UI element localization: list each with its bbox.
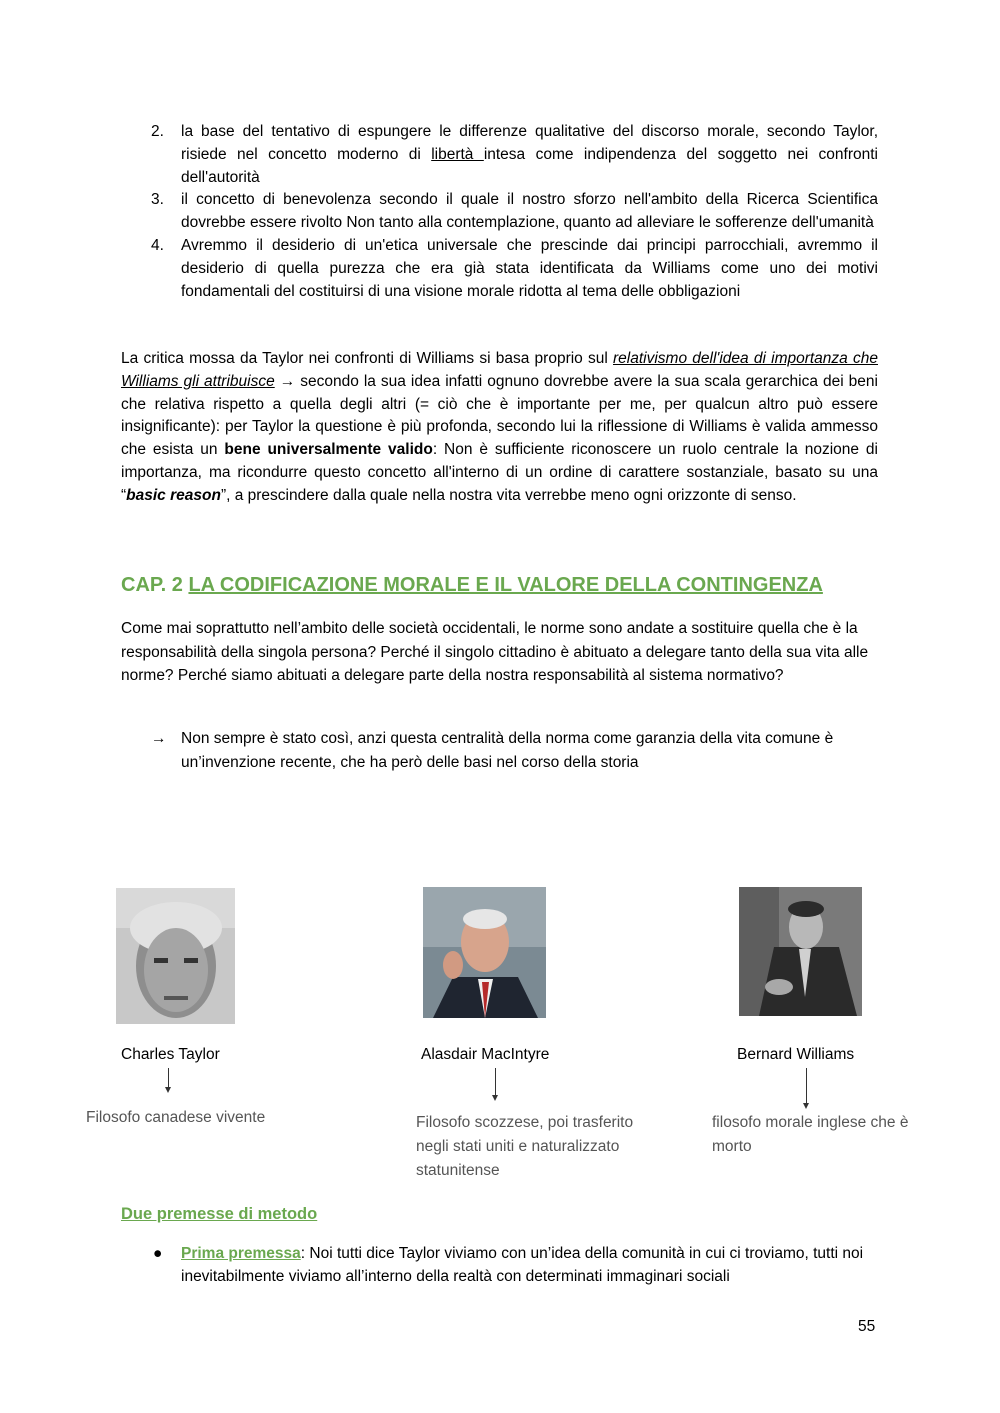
philosopher-caption: Filosofo scozzese, poi trasferito negli stati uniti e naturalizzato statunitense (416, 1114, 634, 1179)
bullet-item (121, 1243, 878, 1289)
bullet-icon: ● (153, 1245, 163, 1262)
philosopher-name: Alasdair MacIntyre (421, 1046, 550, 1063)
bold-term: bene universalmente valido (224, 441, 433, 459)
arrow-item (121, 727, 878, 774)
chapter-prefix: CAP. 2 (121, 574, 189, 596)
down-arrow-line (495, 1068, 496, 1096)
down-arrow-icon (803, 1103, 809, 1109)
chapter-title: LA CODIFICAZIONE MORALE E IL VALORE DELLA CONTINGENZA (188, 574, 823, 596)
list-number: 2. (151, 123, 164, 140)
critica-paragraph (121, 348, 878, 508)
list-number: 4. (151, 236, 164, 254)
down-arrow-icon (492, 1095, 498, 1101)
portrait-alasdair-macintyre (423, 887, 546, 1018)
list-item (121, 189, 878, 235)
arrow-icon: → (151, 730, 167, 747)
portrait-charles-taylor (116, 888, 235, 1024)
arrow-item-text: Non sempre è stato così, anzi questa centralità della norma come garanzia della vita comune è un’invenzione recente, che ha però delle basi nel corso della storia (181, 730, 834, 771)
bullet-label: Prima premessa (181, 1245, 301, 1262)
chapter-heading (121, 574, 823, 597)
text-run: ”, a prescindere dalla quale nella nostra vita verrebbe meno ogni orizzonte di senso. (220, 486, 797, 504)
philosopher-name: Bernard Williams (737, 1046, 855, 1063)
intro-paragraph: Come mai soprattutto nell’ambito delle società occidentali, le norme sono andate a sostituire quella che è la responsabilità della singola persona? Perché il singolo cittadino è abituato a delegare tanto della sua vita alle norme? Perché siamo abituati a delegare parte della nostra responsabilità al sistema normativo? (121, 620, 869, 685)
numbered-list (121, 121, 878, 303)
page-number: 55 (858, 1318, 876, 1335)
philosopher-caption: Filosofo canadese vivente (86, 1109, 266, 1126)
bullet-body: : Noi tutti dice Taylor viviamo con un’idea della comunità in cui ci troviamo, tutti noi inevitabilmente viviamo all’interno della realtà con determinati immaginari sociali (181, 1245, 864, 1285)
underlined-term: libertà (431, 145, 484, 163)
text-run: : Non è sufficiente riconoscere un ruolo centrale la nozione di importanza, ma ricondurre questo concetto all'interno di un ordine di carattere sostanziale, basato su una “ (121, 441, 878, 504)
list-item (121, 235, 878, 303)
down-arrow-icon (165, 1087, 171, 1093)
down-arrow-line (806, 1068, 807, 1104)
philosopher-caption: filosofo morale inglese che è morto (712, 1114, 909, 1155)
text-run: La critica mossa da Taylor nei confronti di Williams si basa proprio sul (121, 350, 613, 367)
list-number: 3. (151, 191, 164, 209)
philosopher-name: Charles Taylor (121, 1046, 220, 1063)
bold-italic-term: basic reason (126, 486, 221, 504)
section-subheading: Due premesse di metodo (121, 1205, 318, 1223)
list-text: il concetto di benevolenza secondo il quale il nostro sforzo nell'ambito della Ricerca Scientifica dovrebbe essere rivolto Non tanto alla contemplazione, quanto ad alleviare le sofferenze dell'umanità (181, 191, 878, 232)
emphasis-underlined: relativismo dell'idea di importanza che Williams gli attribuisce (121, 350, 878, 390)
list-text: intesa come indipendenza del soggetto nei confronti dell'autorità (181, 145, 878, 186)
list-text: Avremmo il desiderio di un'etica universale che prescinde dai principi parrocchiali, avremmo il desiderio di quella purezza che era già stata identificata da Williams come uno dei motivi fondamentali del costituirsi di una visione morale ridotta al tema delle obbligazioni (181, 236, 878, 300)
bullet-text (121, 1243, 878, 1289)
portrait-bernard-williams (739, 887, 862, 1016)
down-arrow-line (168, 1068, 169, 1088)
list-item (121, 121, 878, 189)
list-text: la base del tentativo di espungere le differenze qualitative del discorso morale, secondo Taylor, risiede nel concetto moderno di (181, 123, 878, 163)
text-run: → secondo la sua idea infatti ognuno dovrebbe avere la sua scala gerarchica dei beni che relativa rispetto a quella degli altri (= ciò che è importante per me, per qualcun altro può essere insignificante): per Taylor la questione è più profonda, secondo lui la riflessione di Williams è valida ammesso che esista un (121, 372, 878, 459)
